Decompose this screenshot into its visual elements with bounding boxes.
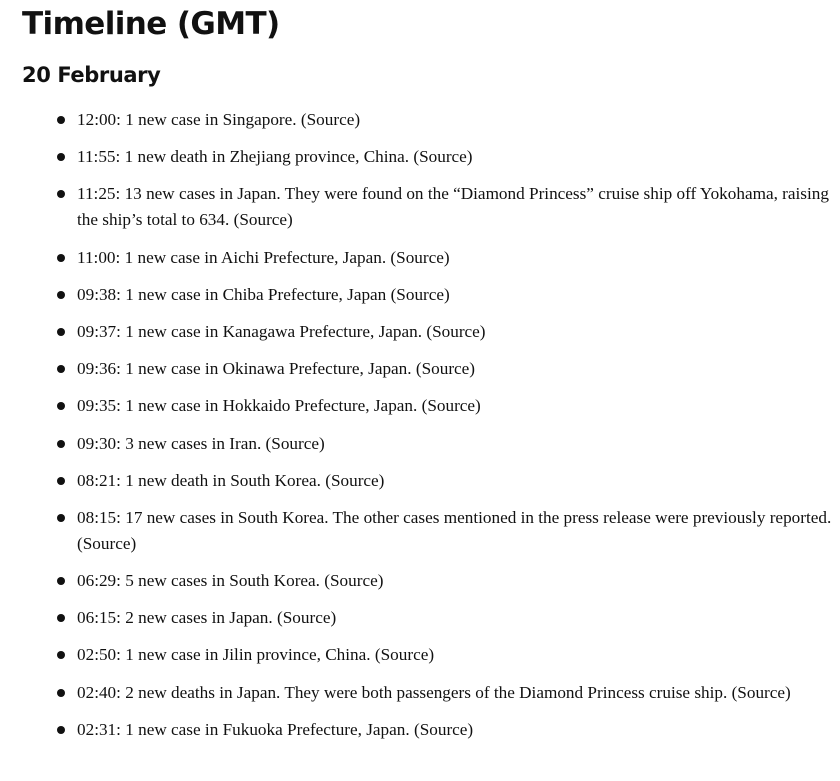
timeline-item-text: 11:00: 1 new case in Aichi Prefecture, Japan. <box>77 247 387 267</box>
timeline-item <box>55 245 835 271</box>
source-link[interactable]: (Source) <box>325 470 385 490</box>
timeline-item-text: 09:35: 1 new case in Hokkaido Prefecture, Japan. <box>77 396 418 416</box>
timeline-item-text: 11:55: 1 new death in Zhejiang province, China. <box>77 147 410 167</box>
bullet-icon <box>57 328 65 336</box>
bullet-icon <box>57 726 65 734</box>
bullet-icon <box>57 577 65 585</box>
timeline-item-text: 02:40: 2 new deaths in Japan. They were both passengers of the Diamond Princess cruise ship. <box>77 682 728 702</box>
bullet-icon <box>57 402 65 410</box>
timeline-item-text: 06:29: 5 new cases in South Korea. <box>77 571 320 591</box>
timeline-item <box>55 431 835 457</box>
bullet-icon <box>57 514 65 522</box>
source-link[interactable]: (Source) <box>233 210 293 230</box>
source-link[interactable]: (Source) <box>731 682 791 702</box>
timeline-item-text: 09:37: 1 new case in Kanagawa Prefecture, Japan. <box>77 321 423 341</box>
bullet-icon <box>57 440 65 448</box>
timeline-item-text: 02:50: 1 new case in Jilin province, China. <box>77 645 371 665</box>
timeline-item <box>55 107 835 133</box>
timeline-item-text: 08:21: 1 new death in South Korea. <box>77 470 321 490</box>
page-title: Timeline (GMT) <box>22 6 280 42</box>
source-link[interactable]: (Source) <box>413 147 473 167</box>
timeline-item <box>55 680 835 706</box>
source-link[interactable]: (Source) <box>374 645 435 665</box>
bullet-icon <box>57 365 65 373</box>
source-link[interactable]: (Source) <box>426 321 486 341</box>
source-link[interactable]: (Source) <box>277 608 337 628</box>
timeline-item <box>55 393 835 419</box>
source-link[interactable]: (Source) <box>324 571 384 591</box>
timeline-item <box>55 468 835 494</box>
timeline-item-text: 06:15: 2 new cases in Japan. <box>77 608 273 628</box>
timeline-item <box>55 505 835 557</box>
bullet-icon <box>57 477 65 485</box>
bullet-icon <box>57 254 65 262</box>
timeline-item-text: 08:15: 17 new cases in South Korea. The other cases mentioned in the press release were previously reported. <box>77 507 832 527</box>
source-link[interactable]: (Source) <box>265 433 325 453</box>
date-heading: 20 February <box>22 63 161 87</box>
timeline-item-text: 09:30: 3 new cases in Iran. <box>77 433 262 453</box>
timeline-list <box>22 107 835 743</box>
timeline-item <box>55 319 835 345</box>
timeline-item <box>55 605 835 631</box>
source-link[interactable]: (Source) <box>413 719 474 739</box>
source-link[interactable]: (Source) <box>421 396 481 416</box>
timeline-item-text: 11:25: 13 new cases in Japan. They were found on the “Diamond Princess” cruise ship off Yokohama, raising the ship’s total to 634. <box>77 184 829 230</box>
timeline-item <box>55 568 835 594</box>
bullet-icon <box>57 190 65 198</box>
timeline-item-text: 09:36: 1 new case in Okinawa Prefecture, Japan. <box>77 359 412 379</box>
timeline-item <box>55 642 835 668</box>
timeline-item <box>55 356 835 382</box>
timeline-item <box>55 717 835 743</box>
bullet-icon <box>57 614 65 622</box>
source-link[interactable]: (Source) <box>415 359 476 379</box>
timeline-item-text: 12:00: 1 new case in Singapore. <box>77 110 297 129</box>
bullet-icon <box>57 651 65 659</box>
bullet-icon <box>57 689 65 697</box>
timeline-item <box>55 181 835 233</box>
source-link[interactable]: (Source) <box>300 110 361 129</box>
bullet-icon <box>57 116 65 124</box>
timeline-item-text: 02:31: 1 new case in Fukuoka Prefecture, Japan. <box>77 719 410 739</box>
timeline-item-text: 09:38: 1 new case in Chiba Prefecture, Japan <box>77 284 387 304</box>
bullet-icon <box>57 153 65 161</box>
source-link[interactable]: (Source) <box>390 247 450 267</box>
timeline-item <box>55 144 835 170</box>
source-link[interactable]: (Source) <box>77 533 137 553</box>
source-link[interactable]: (Source) <box>390 284 450 304</box>
timeline-item <box>55 282 835 308</box>
bullet-icon <box>57 291 65 299</box>
